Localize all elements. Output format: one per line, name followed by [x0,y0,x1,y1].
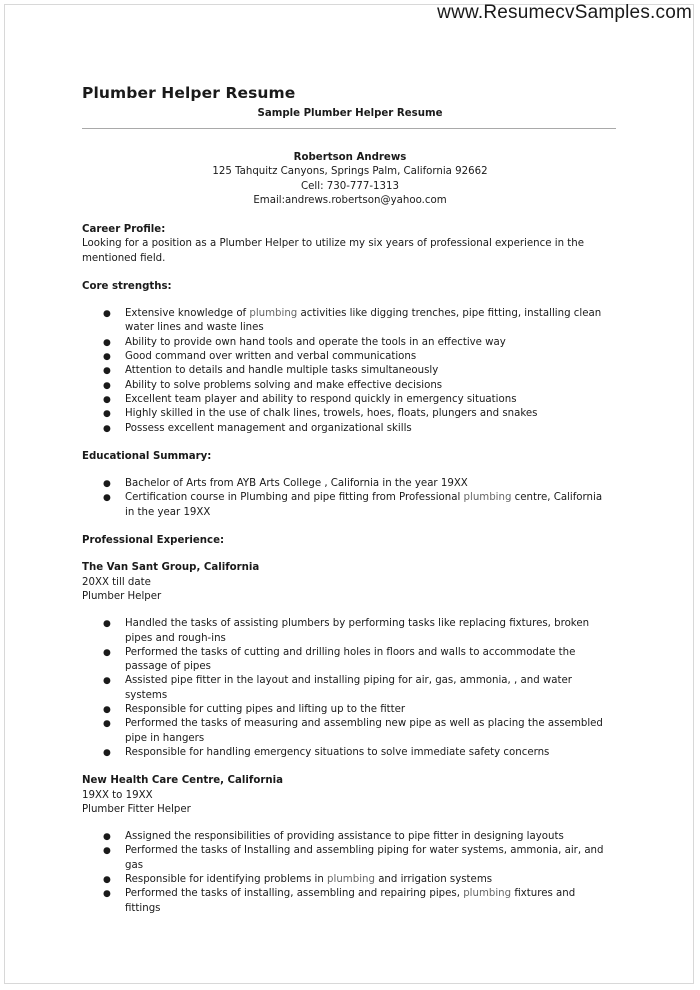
job-role: Plumber Fitter Helper [82,803,191,815]
site-watermark: www.ResumecvSamples.com [437,2,692,23]
candidate-cell: Cell: 730-777-1313 [301,180,399,192]
bullet-icon: ● [103,394,111,405]
bullet-icon: ● [103,719,111,730]
experience-heading: Professional Experience: [82,535,225,547]
list-item: ● Responsible for cutting pipes and lifting up to the fitter [82,703,607,717]
core-strengths-heading: Core strengths: [82,280,172,292]
job2-duties-list [82,830,607,916]
job-dates: 19XX to 19XX [82,789,153,801]
keyword-link[interactable]: plumbing [463,492,512,504]
list-item: ● Possess excellent management and organizational skills [82,422,607,436]
bullet-icon: ● [103,409,111,420]
bullet-icon: ● [103,366,111,377]
education-heading: Educational Summary: [82,450,212,462]
title-divider [82,128,616,129]
candidate-email: Email:andrews.robertson@yahoo.com [253,194,447,206]
list-item: ● Bachelor of Arts from AYB Arts College , California in the year 19XX [82,477,607,491]
bullet-icon: ● [103,647,111,658]
keyword-link[interactable]: plumbing [463,888,512,900]
list-item: ● Ability to provide own hand tools and operate the tools in an effective way [82,336,607,350]
candidate-name: Robertson Andrews [293,152,407,163]
bullet-icon: ● [103,832,111,843]
page-title: Plumber Helper Resume [82,84,296,102]
job-dates: 20XX till date [82,576,151,588]
bullet-icon: ● [103,619,111,630]
bullet-icon: ● [103,747,111,758]
bullet-icon: ● [103,423,111,434]
job-company: New Health Care Centre, California [82,775,283,787]
list-item: ● Attention to details and handle multiple tasks simultaneously [82,364,607,378]
resume-body [82,223,607,916]
list-item: ● Certification course in Plumbing and pipe fitting from Professional plumbing centre, California in the year 19XX [103,492,603,518]
page-subtitle: Sample Plumber Helper Resume [257,108,443,119]
bullet-icon: ● [103,493,111,504]
bullet-icon: ● [103,676,111,687]
list-item: ● Responsible for handling emergency situations to solve immediate safety concerns [82,746,607,760]
list-item: ● Extensive knowledge of plumbing activities like digging trenches, pipe fitting, installing clean water lines and waste lines [103,308,602,334]
job-company: The Van Sant Group, California [82,562,260,574]
list-item: ● Excellent team player and ability to respond quickly in emergency situations [82,393,607,407]
contact-block [0,151,700,208]
list-item: ● Assigned the responsibilities of providing assistance to pipe fitter in designing layouts [82,830,607,844]
bullet-icon: ● [103,337,111,348]
bullet-icon: ● [103,874,111,885]
bullet-icon: ● [103,846,111,857]
career-profile-heading: Career Profile: [82,224,166,235]
keyword-link[interactable]: plumbing [327,873,375,885]
bullet-icon: ● [103,380,111,391]
bullet-icon: ● [103,309,111,320]
candidate-address: 125 Tahquitz Canyons, Springs Palm, California 92662 [212,166,488,178]
job1-duties-list [82,617,607,760]
core-strengths-list [82,307,607,436]
list-item: ● Responsible for identifying problems in plumbing and irrigation systems [82,873,607,887]
bullet-icon: ● [103,479,111,490]
list-item: ● Highly skilled in the use of chalk lines, trowels, hoes, floats, plungers and snakes [82,407,607,421]
job-role: Plumber Helper [82,590,162,602]
bullet-icon: ● [103,889,111,900]
list-item: ● Good command over written and verbal communications [82,350,607,364]
bullet-icon: ● [103,705,111,716]
list-item: ● Assisted pipe fitter in the layout and installing piping for air, gas, ammonia, , and water systems [103,675,572,701]
education-list [82,477,607,520]
career-profile-text: Looking for a position as a Plumber Helper to utilize my six years of professional experience in the mentioned field. [82,238,584,264]
bullet-icon: ● [103,352,111,363]
list-item: ● Ability to solve problems solving and make effective decisions [82,379,607,393]
list-item: ● Performed the tasks of measuring and assembling new pipe as well as placing the assembled pipe in hangers [103,718,603,744]
list-item: ● Performed the tasks of Installing and assembling piping for water systems, ammonia, air, and gas [103,845,604,871]
list-item: ● Performed the tasks of installing, assembling and repairing pipes, plumbing fixtures and fittings [103,888,576,914]
list-item: ● Handled the tasks of assisting plumbers by performing tasks like replacing fixtures, broken pipes and rough-ins [103,618,590,644]
keyword-link[interactable]: plumbing [249,308,298,320]
list-item: ● Performed the tasks of cutting and drilling holes in floors and walls to accommodate the passage of pipes [103,646,576,673]
